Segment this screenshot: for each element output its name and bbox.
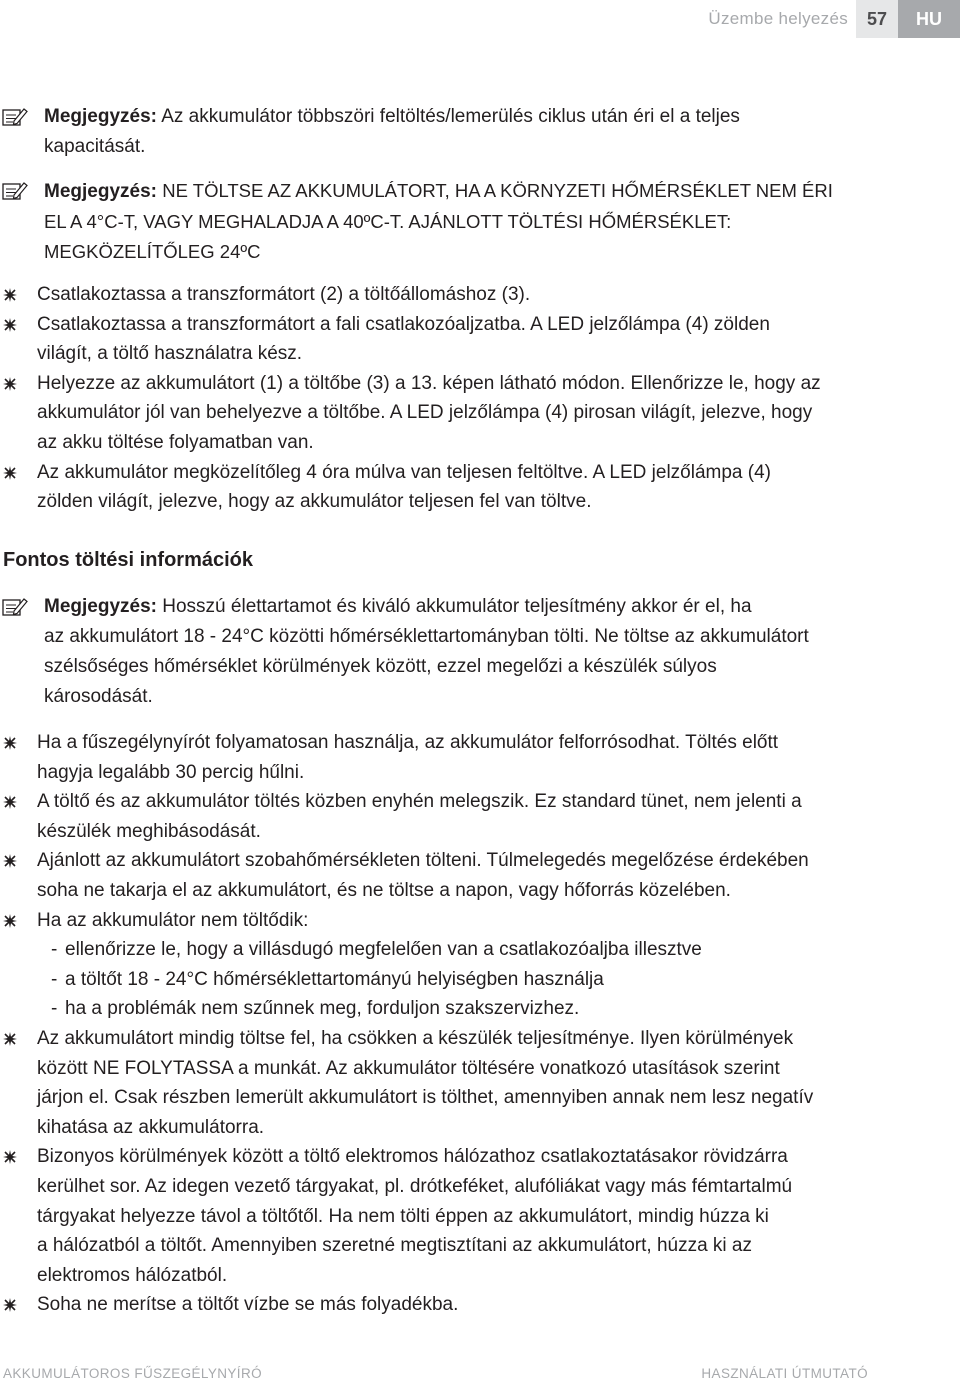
list-item	[0, 1290, 930, 1320]
sub-item: - a töltőt 18 - 24°C hőmérséklettartományú helyiségben használja	[37, 965, 930, 995]
info-text: között NE FOLYTASSA a munkát. Az akkumulátor töltésére vonatkozó utasítások szerint	[37, 1057, 780, 1079]
page-header	[0, 0, 960, 38]
step-text: világít, a töltő használatra kész.	[37, 343, 303, 365]
step-text: Az akkumulátor megközelítőleg 4 óra múlva van teljesen feltöltve. A LED jelzőlámpa (4)	[37, 461, 771, 483]
note-pencil-icon	[2, 597, 28, 617]
note-text: NE TÖLTSE AZ AKKUMULÁTORT, HA A KÖRNYZETI HŐMÉRSÉKLET NEM ÉRI	[162, 180, 833, 201]
list-item	[0, 310, 930, 369]
info-text: Ajánlott az akkumulátort szobahőmérsékleten tölteni. Túlmelegedés megelőzése érdekében	[37, 850, 809, 872]
list-item	[0, 906, 930, 1024]
note-label: Megjegyzés:	[44, 106, 157, 127]
bullet-icon	[3, 914, 17, 928]
info-text: hagyja legalább 30 percig hűlni.	[37, 761, 305, 783]
bullet-icon	[3, 1032, 17, 1046]
info-text: kihatása az akkumulátorra.	[37, 1116, 265, 1138]
info-text: soha ne takarja el az akkumulátort, és ne töltse a napon, vagy hőforrás közelében.	[37, 879, 731, 901]
info-text: tárgyakat helyezze távol a töltőtől. Ha nem tölti éppen az akkumulátort, mindig húzza ki	[37, 1205, 769, 1227]
list-item	[0, 1024, 930, 1142]
info-text: elektromos hálózatból.	[37, 1264, 228, 1286]
note-temperature	[0, 176, 833, 267]
section-heading: Fontos töltési információk	[3, 549, 254, 571]
info-text: Az akkumulátort mindig töltse fel, ha csökken a készülék teljesítménye. Ilyen körülmények	[37, 1027, 794, 1049]
list-item	[0, 728, 930, 787]
info-text: járjon el. Csak részben lemerült akkumulátort is tölthet, amennyiben annak nem lesz negatív	[37, 1087, 814, 1109]
note-important	[0, 592, 809, 712]
note-label: Megjegyzés:	[44, 596, 157, 617]
step-text: Csatlakoztassa a transzformátort (2) a töltőállomáshoz (3).	[37, 284, 531, 305]
note-text: Az akkumulátor többszöri feltöltés/lemerülés ciklus után éri el a teljes	[161, 106, 740, 127]
bullet-icon	[3, 1298, 17, 1312]
note-text: szélsőséges hőmérséklet körülmények között, ezzel megelőzi a készülék súlyos	[44, 656, 717, 677]
section-title: Üzembe helyezés	[708, 9, 848, 28]
step-text: Csatlakoztassa a transzformátort a fali csatlakozóaljzatba. A LED jelzőlámpa (4) zölden	[37, 313, 770, 335]
note-label: Megjegyzés:	[44, 181, 157, 202]
note-text: MEGKÖZELÍTŐLEG 24ºC	[44, 241, 261, 262]
charging-steps	[0, 280, 930, 517]
info-text: Ha a fűszegélynyírót folyamatosan használja, az akkumulátor felforrósodhat. Töltés előtt	[37, 732, 779, 753]
bullet-icon	[3, 854, 17, 868]
step-text: Helyezze az akkumulátort (1) a töltőbe (3) a 13. képen látható módon. Ellenőrizze le, hogy az	[37, 372, 821, 394]
note-pencil-icon	[2, 181, 28, 201]
list-item	[0, 369, 930, 458]
step-text: az akku töltése folyamatban van.	[37, 431, 314, 453]
list-item	[0, 846, 930, 905]
note-pencil-icon	[2, 107, 28, 127]
info-text: kerülhet sor. Az idegen vezető tárgyakat, pl. drótkeféket, alufóliákat vagy más fémtartalmú	[37, 1175, 793, 1197]
list-item	[0, 1142, 930, 1290]
step-text: zölden világít, jelezve, hogy az akkumulátor teljesen fel van töltve.	[37, 491, 592, 513]
sub-item: - ha a problémák nem szűnnek meg, forduljon szakszervizhez.	[37, 994, 930, 1024]
sub-item: - ellenőrizze le, hogy a villásdugó megfelelően van a csatlakozóaljba illesztve	[37, 935, 930, 965]
note-text: kapacitását.	[44, 136, 146, 157]
bullet-icon	[3, 377, 17, 391]
page-number: 57	[856, 0, 898, 38]
info-text: készülék meghibásodását.	[37, 820, 261, 842]
info-text: a hálózatból a töltőt. Amennyiben szeretné megtisztítani az akkumulátort, húzza ki az	[37, 1235, 752, 1257]
note-text: EL A 4°C-T, VAGY MEGHALADJA A 40ºC-T. AJÁNLOTT TÖLTÉSI HŐMÉRSÉKLET:	[44, 211, 732, 232]
language-tab: HU	[898, 0, 960, 38]
footer-product: AKKUMULÁTOROS FŰSZEGÉLYNYÍRÓ	[3, 1366, 262, 1381]
footer-doc-type: HASZNÁLATI ÚTMUTATÓ	[701, 1366, 868, 1381]
bullet-icon	[3, 466, 17, 480]
bullet-icon	[3, 795, 17, 809]
bullet-icon	[3, 318, 17, 332]
list-item	[0, 458, 930, 517]
note-text: károsodását.	[44, 686, 153, 707]
info-text: Ha az akkumulátor nem töltődik:	[37, 909, 309, 931]
info-text: Soha ne merítse a töltőt vízbe se más folyadékba.	[37, 1294, 459, 1316]
step-text: akkumulátor jól van behelyezve a töltőbe. A LED jelzőlámpa (4) pirosan világít, jelezve, hogy	[37, 402, 813, 424]
list-item	[0, 280, 930, 310]
note-text: az akkumulátort 18 - 24°C közötti hőmérséklettartományban tölti. Ne töltse az akkumulátort	[44, 626, 809, 647]
note-capacity	[0, 102, 740, 162]
info-text: A töltő és az akkumulátor töltés közben enyhén melegszik. Ez standard tünet, nem jelenti a	[37, 791, 802, 813]
note-text: Hosszú élettartamot és kiváló akkumulátor teljesítmény akkor ér el, ha	[162, 596, 752, 617]
info-text: Bizonyos körülmények között a töltő elektromos hálózathoz csatlakoztatásakor rövidzárra	[37, 1146, 788, 1168]
charging-info-list	[0, 728, 930, 1320]
bullet-icon	[3, 1150, 17, 1164]
list-item	[0, 787, 930, 846]
bullet-icon	[3, 736, 17, 750]
bullet-icon	[3, 288, 17, 302]
